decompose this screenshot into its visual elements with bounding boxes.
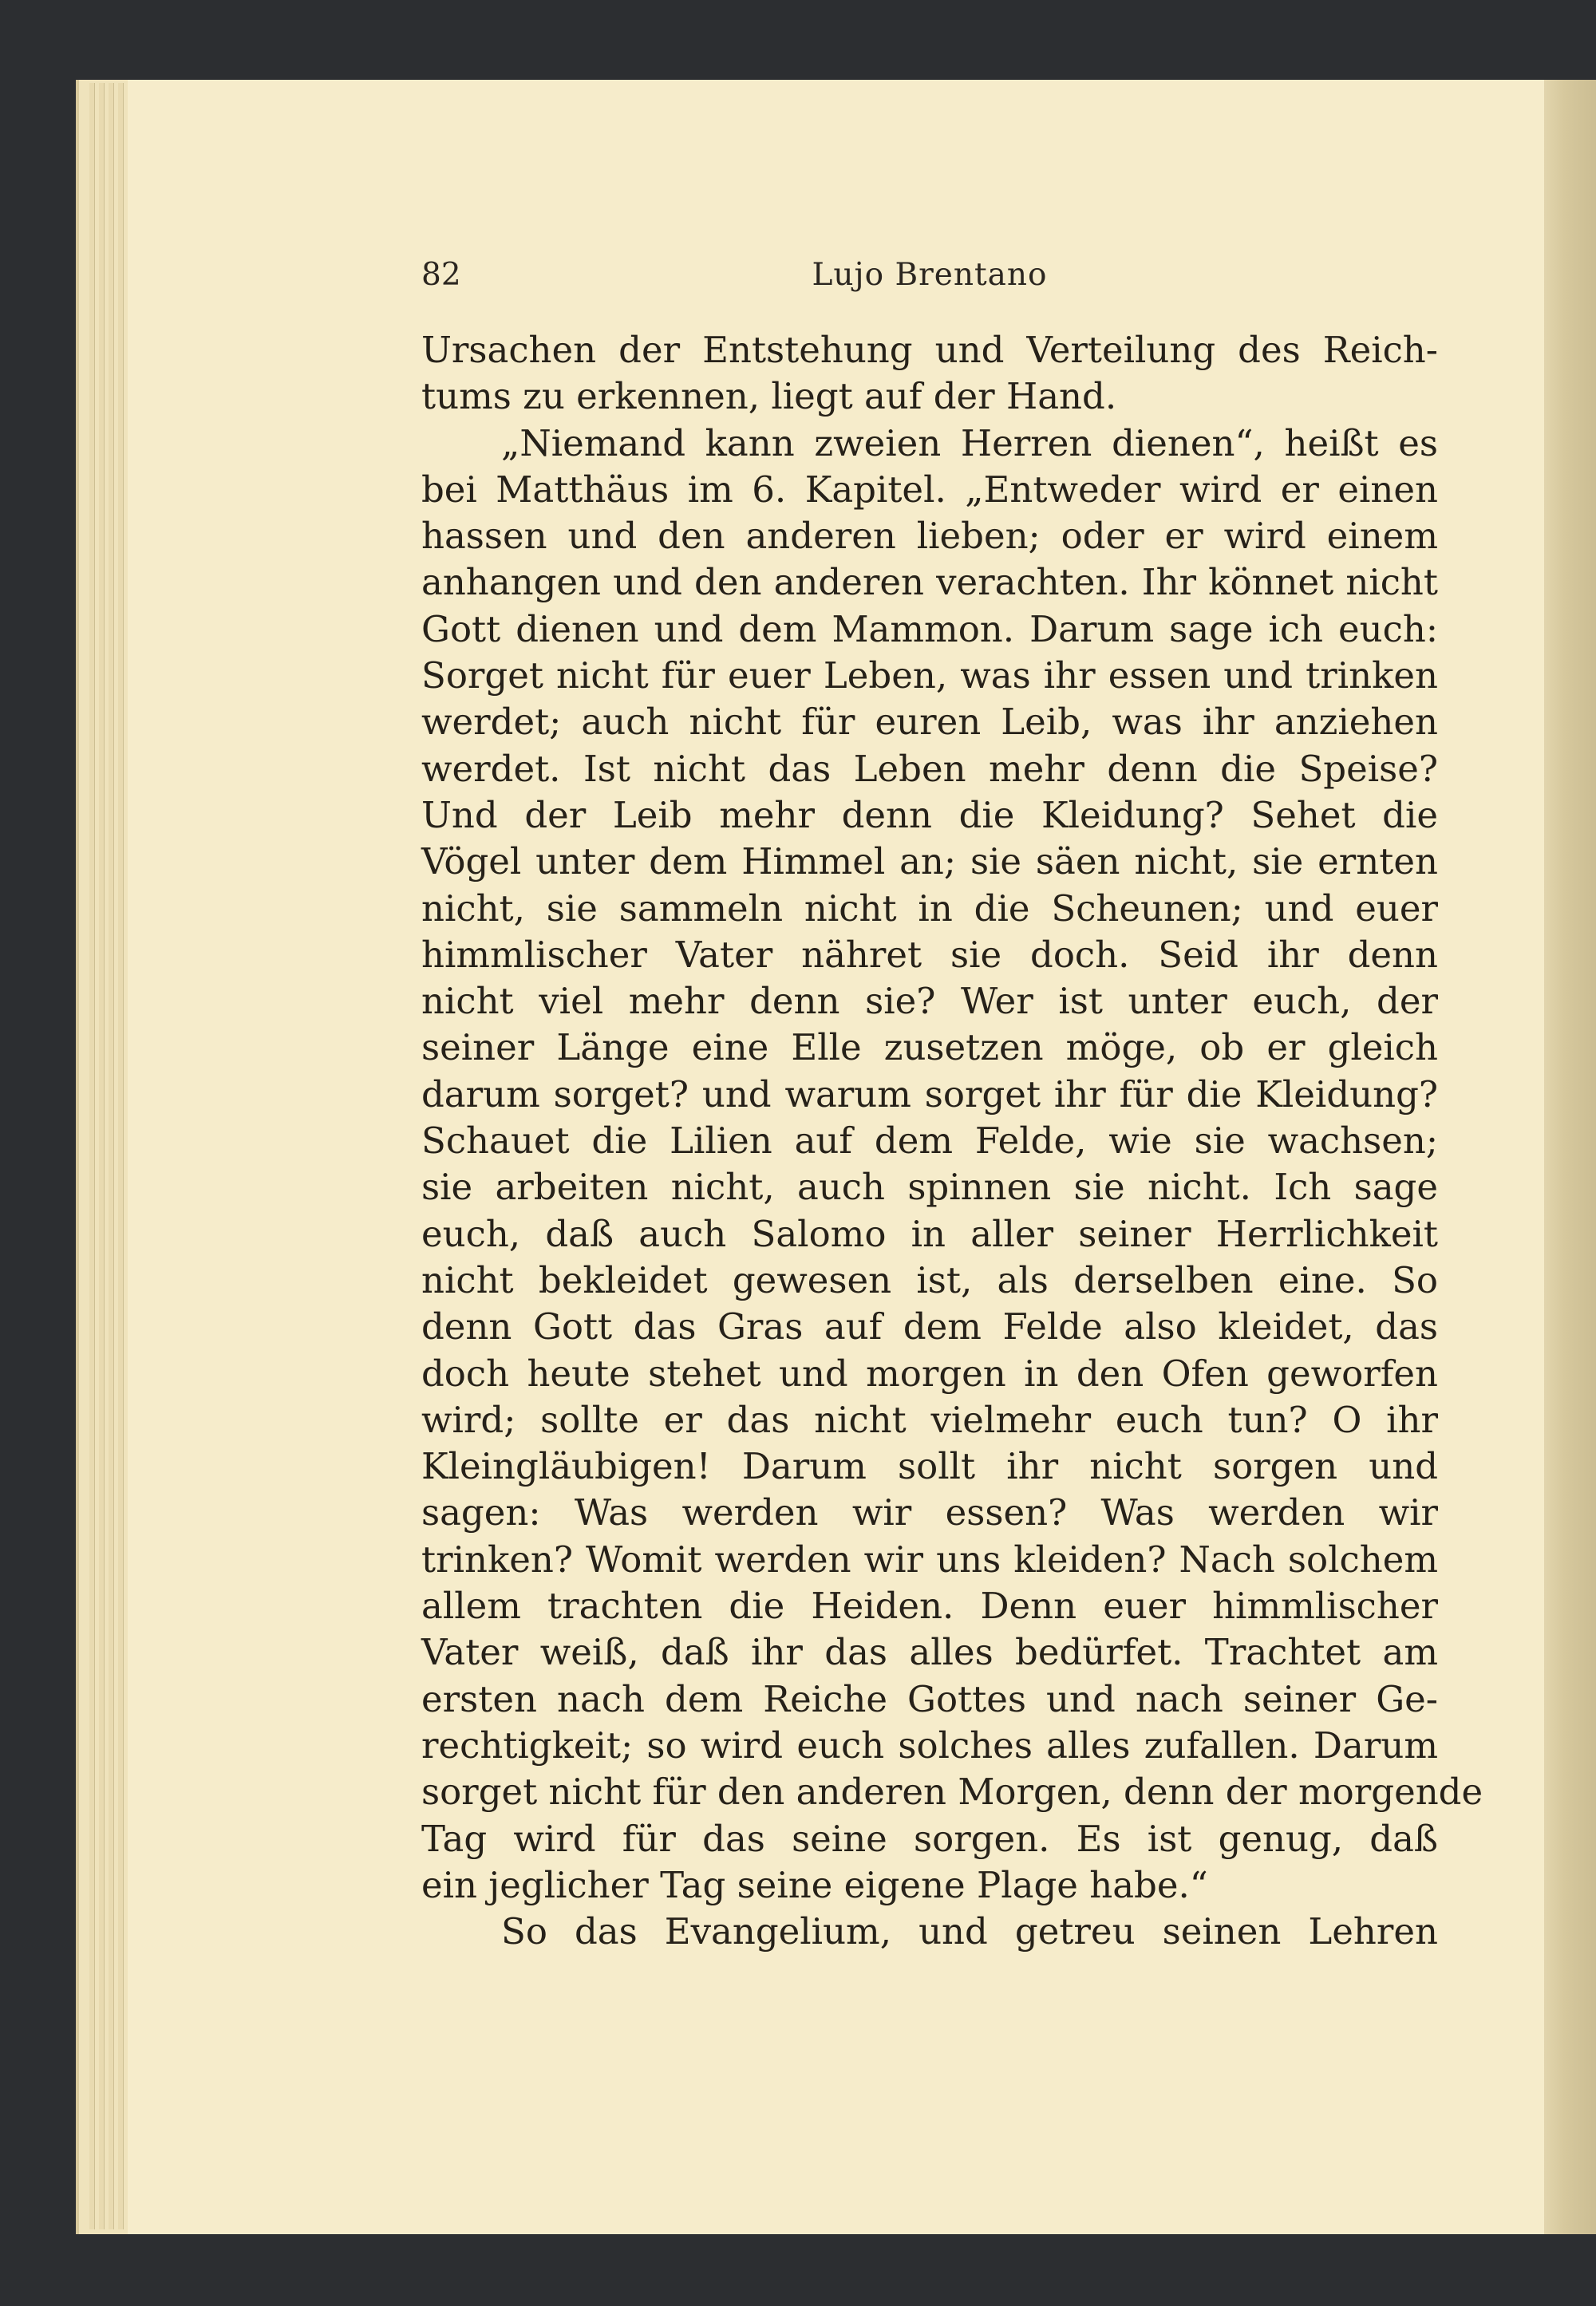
text-line: sie arbeiten nicht, auch spinnen sie nicht. Ich sage (421, 1166, 1438, 1209)
running-head: Lujo Brentano (812, 257, 1048, 293)
text-line: Schauet die Lilien auf dem Felde, wie sie wachsen; (421, 1119, 1438, 1163)
text-line: trinken? Womit werden wir uns kleiden? Nach solchem (421, 1538, 1438, 1581)
text-line: So das Evangelium, und getreu seinen Lehren (501, 1910, 1438, 1953)
text-line: sagen: Was werden wir essen? Was werden wir (421, 1491, 1438, 1534)
text-line: „Niemand kann zweien Herren dienen“, heißt es (501, 421, 1438, 464)
text-line: werdet; auch nicht für euren Leib, was ihr anziehen (421, 701, 1438, 744)
text-line: allem trachten die Heiden. Denn euer himmlischer (421, 1585, 1438, 1628)
text-line: Kleingläubigen! Darum sollt ihr nicht sorgen und (421, 1445, 1438, 1488)
text-line: darum sorget? und warum sorget ihr für die Kleidung? (421, 1072, 1438, 1115)
text-line: Und der Leib mehr denn die Kleidung? Sehet die (421, 793, 1438, 836)
text-line: ein jeglicher Tag seine eigene Plage habe.“ (421, 1863, 1208, 1906)
text-line: Gott dienen und dem Mammon. Darum sage ich euch: (421, 607, 1438, 650)
text-line: werdet. Ist nicht das Leben mehr denn die Speise? (421, 747, 1438, 790)
text-line: hassen und den anderen lieben; oder er wird einem (421, 515, 1438, 558)
text-line: himmlischer Vater nähret sie doch. Seid ihr denn (421, 933, 1438, 976)
text-line: Vögel unter dem Himmel an; sie säen nicht, sie ernten (421, 840, 1438, 883)
text-line: wird; sollte er das nicht vielmehr euch tun? O ihr (421, 1398, 1438, 1441)
text-line: bei Matthäus im 6. Kapitel. „Entweder wird er einen (421, 468, 1438, 511)
text-line: anhangen und den anderen verachten. Ihr könnet nicht (421, 561, 1438, 604)
page-edge (89, 83, 95, 2229)
text-line: nicht, sie sammeln nicht in die Scheunen; und euer (421, 886, 1438, 930)
text-line: Sorget nicht für euer Leben, was ihr essen und trinken (421, 654, 1438, 697)
page-header (421, 257, 1438, 305)
text-line: tums zu erkennen, liegt auf der Hand. (421, 375, 1117, 418)
text-line: euch, daß auch Salomo in aller seiner Herrlichkeit (421, 1212, 1438, 1255)
page-edge (118, 83, 124, 2229)
text-line: Ursachen der Entstehung und Verteilung des Reich- (421, 329, 1438, 371)
page-edge (99, 83, 105, 2229)
text-line: doch heute stehet und morgen in den Ofen geworfen (421, 1352, 1438, 1395)
text-line: ersten nach dem Reiche Gottes und nach seiner Ge- (421, 1677, 1438, 1720)
text-line: Vater weiß, daß ihr das alles bedürfet. Trachtet am (421, 1631, 1438, 1674)
text-line: Tag wird für das seine sorgen. Es ist genug, daß (421, 1817, 1438, 1860)
text-line: nicht viel mehr denn sie? Wer ist unter euch, der (421, 980, 1438, 1023)
text-line: rechtigkeit; so wird euch solches alles zufallen. Darum (421, 1724, 1438, 1767)
text-line: seiner Länge eine Elle zusetzen möge, ob er gleich (421, 1026, 1438, 1069)
page-edge (109, 83, 114, 2229)
body-text (421, 327, 1483, 1955)
text-line: denn Gott das Gras auf dem Felde also kleidet, das (421, 1305, 1438, 1348)
page-number: 82 (421, 257, 461, 293)
text-line: sorget nicht für den anderen Morgen, denn der morgende (421, 1771, 1483, 1814)
book-gutter (1544, 80, 1596, 2234)
text-line: nicht bekleidet gewesen ist, als derselben eine. So (421, 1258, 1438, 1301)
